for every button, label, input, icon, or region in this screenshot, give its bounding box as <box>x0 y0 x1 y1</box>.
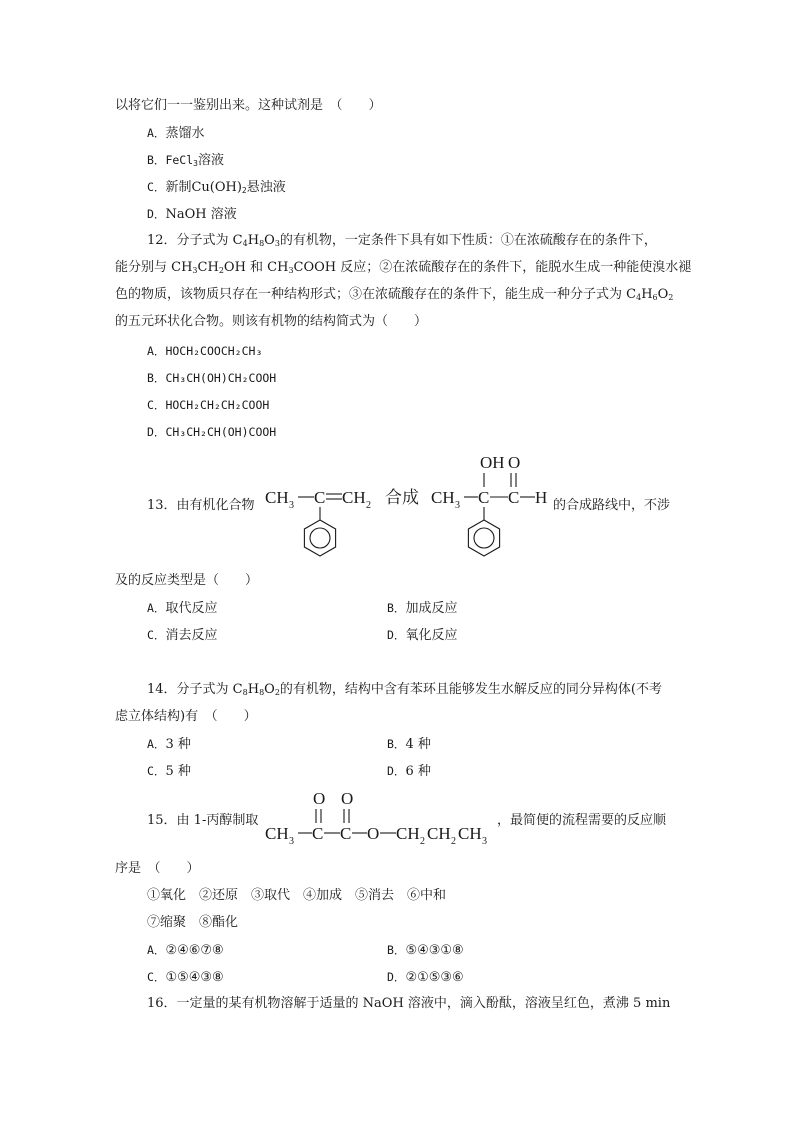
q12-stem-line2: 能分别与 $CH_3CH_2OH$ 和 $CH_3COOH$ 反应；②在浓硫酸存在的条件下，能脱水生成一种能使溴水褪 <box>115 260 692 275</box>
q14-option-b: B．4 种 <box>387 737 431 752</box>
mol3-o1: O <box>313 789 326 808</box>
mol2-c1: C <box>478 488 490 507</box>
q13-stem-prefix: 13．由有机化合物 <box>147 498 255 513</box>
benzene-ring-2 <box>468 520 499 556</box>
q12-stem-line4: 的五元环状化合物。则该有机物的结构简式为（ ） <box>115 314 428 329</box>
q15-option-d: D．②①⑤③⑥ <box>387 970 464 985</box>
mol3-c2: C <box>340 824 352 843</box>
mol2-oh: OH <box>480 453 505 472</box>
q12-stem-line1: 12．分子式为 $C_4H_8O_3$的有机物，一定条件下具有如下性质：①在浓硫酸存在的条件下， <box>147 233 657 248</box>
mol3-ch2a: CH <box>396 824 420 843</box>
q14-option-d: D．6 种 <box>387 764 431 779</box>
benzene-ring-1 <box>304 520 335 556</box>
mol3-ch3: CH <box>265 824 289 843</box>
mol3-ch2a-sub: 2 <box>420 836 425 847</box>
mol3-ch2b: CH <box>427 824 451 843</box>
q12-option-d: D．CH₃CH₂CH(OH)COOH <box>147 425 277 439</box>
mol1-ch3-sub: 3 <box>289 500 294 511</box>
q14-stem-line1: 14．分子式为 $C_8H_8O_2$的有机物，结构中含有苯环且能够发生水解反应的同分异构体(不考 <box>147 682 662 697</box>
styrene-structure <box>262 478 382 568</box>
mol3-o3: O <box>367 824 380 843</box>
q14-option-a: A．3 种 <box>147 737 191 752</box>
mol1-c: C <box>314 488 326 507</box>
q12-option-c: C．HOCH₂CH₂CH₂COOH <box>147 398 270 412</box>
q11-option-d: D．NaOH 溶液 <box>147 207 237 222</box>
q13-option-b: B．加成反应 <box>387 601 458 616</box>
q15-steps-line1: ①氧化 ②还原 ③取代 ④加成 ⑤消去 ⑥中和 <box>147 888 447 903</box>
q13-option-d: D．氧化反应 <box>387 628 458 643</box>
mol2-h: H <box>535 488 548 507</box>
q15-stem-line2: 序是 （ ） <box>115 861 200 876</box>
q14-option-c: C．5 种 <box>147 764 191 779</box>
q16-stem-line1: 16．一定量的某有机物溶解于适量的 NaOH 溶液中，滴入酚酞，溶液呈红色，煮沸 5 min <box>147 996 671 1011</box>
q13-option-c: C．消去反应 <box>147 628 218 643</box>
mol3-ch3b-sub: 3 <box>482 836 487 847</box>
mol3-ch3b: CH <box>458 824 482 843</box>
q11-option-c: C．新制$Cu(OH)_2$悬浊液 <box>147 180 286 195</box>
mol3-ch2b-sub: 2 <box>451 836 456 847</box>
mol2-c2: C <box>508 488 520 507</box>
q15-option-c: C．①⑤④③⑧ <box>147 970 224 985</box>
q12-option-a: A．HOCH₂COOCH₂CH₃ <box>147 344 263 358</box>
ester-structure <box>262 786 496 852</box>
q12-option-b: B．CH₃CH(OH)CH₂COOH <box>147 371 277 385</box>
q15-stem-prefix: 15．由 1-丙醇制取 <box>147 813 259 828</box>
q15-option-a: A．②④⑥⑦⑧ <box>147 943 224 958</box>
mol1-ch2: CH <box>342 488 366 507</box>
q13-option-a: A．取代反应 <box>147 601 218 616</box>
mol1-ch2-sub: 2 <box>366 500 371 511</box>
mol2-ch3: CH <box>431 488 455 507</box>
q13-stem-line2: 及的反应类型是（ ） <box>115 573 259 588</box>
mol3-ch3-sub: 3 <box>289 836 294 847</box>
mol1-ch3: CH <box>265 488 289 507</box>
hydroxy-aldehyde-structure <box>428 450 556 566</box>
q13-mid: 合成 <box>385 488 419 508</box>
mol2-ch3-sub: 3 <box>455 500 460 511</box>
mol2-o: O <box>508 453 521 472</box>
q15-option-b: B．⑤④③①⑧ <box>387 943 464 958</box>
q15-steps-line2: ⑦缩聚 ⑧酯化 <box>147 915 239 930</box>
q11-option-a: A．蒸馏水 <box>147 126 205 141</box>
mol3-o2: O <box>341 789 354 808</box>
q11-option-b: B．FeCl$_3$溶液 <box>147 153 224 168</box>
mol3-c1: C <box>312 824 324 843</box>
q14-stem-line2: 虑立体结构)有 （ ） <box>115 709 257 724</box>
q11-stem-tail: 以将它们一一鉴别出来。这种试剂是 （ ） <box>115 98 382 113</box>
q12-stem-line3: 色的物质，该物质只存在一种结构形式；③在浓硫酸存在的条件下，能生成一种分子式为 $C_4H_6O_2$ <box>115 287 674 302</box>
q13-stem-suffix: 的合成路线中，不涉 <box>553 498 671 513</box>
q15-stem-suffix: ，最简便的流程需要的反应顺 <box>497 813 667 828</box>
